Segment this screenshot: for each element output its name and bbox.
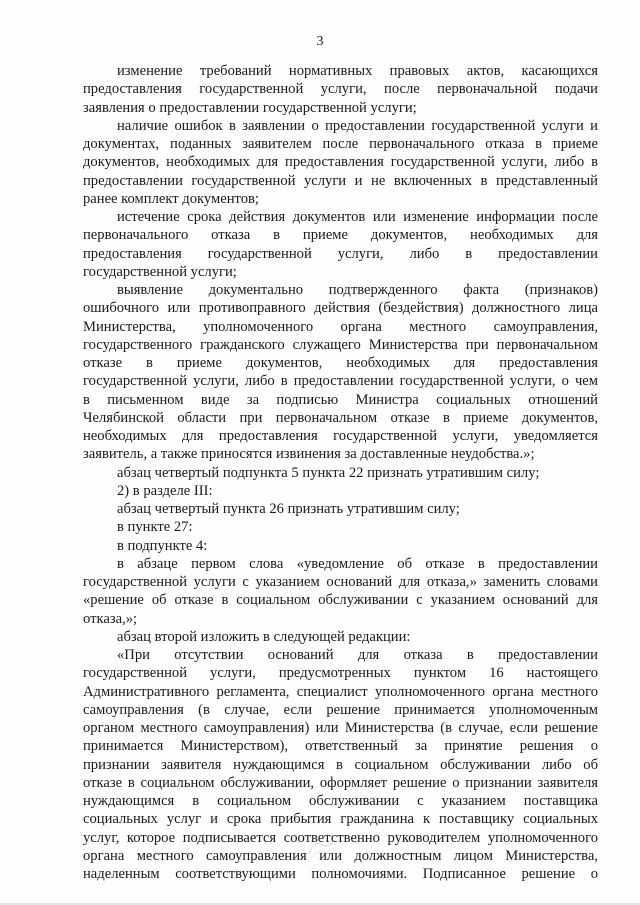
text-line: ошибочного или противоправного действия (бездействия) должностного лица [83,300,598,317]
text-line: предоставления государственной услуги, либо в предоставлении [83,245,598,262]
text-line: истечение срока действия документов или изменение информации после [117,209,598,225]
text-line: ранее комплект документов; [83,190,259,207]
text-line: заявитель, а также приносятся извинения за доставленные неудобства.»; [83,446,535,463]
text-line: отказа,»; [83,610,138,627]
text-line: наличие ошибок в заявлении о предоставлении государственной услуги и [117,117,598,134]
text-line: отказе в приеме документов, необходимых для предоставления [83,355,598,371]
text-line: абзац четвертый пункта 26 признать утратившим силу; [117,501,460,517]
text-line: государственной услуги с указанием оснований для отказа,» заменить словами [83,574,598,590]
text-line: в подпункте 4: [117,537,208,554]
text-line: абзац четвертый подпункта 5 пункта 22 признать утратившим силу; [117,464,540,481]
text-line: документах, поданных заявителем после первоначального отказа в приеме [83,136,598,152]
text-line: Административного регламента, специалист уполномоченного органа местного [83,683,598,700]
text-line: «решение об отказе в социальном обслуживании с указанием оснований для [83,592,598,609]
text-line: признании заявителя нуждающимся в социальном обслуживании либо об [83,756,598,773]
text-line: заявления о предоставлении государственной услуги; [83,99,417,116]
text-line: в пункте 27: [117,519,193,536]
text-line: в абзаце первом слова «уведомление об отказе в предоставлении [117,555,598,572]
text-line: Челябинской области при первоначальном отказе в приеме документов, [83,409,598,426]
text-line: органа местного самоуправления или должностным лицом Министерства, [83,847,598,864]
text-line: отказе в социальном обслуживании, оформляет решение о признании заявителя [83,774,598,791]
text-line: наделенным соответствующими полномочиями. Подписанное решение о [83,866,598,882]
text-line: абзац второй изложить в следующей редакции: [117,628,411,645]
text-line: государственной услуги, предусмотренных пунктом 16 настоящего [83,665,598,682]
text-line: самоуправления (в случае, если решение принимается уполномоченным [83,701,598,718]
text-line: в письменном виде за подписью Министра социальных отношений [83,391,598,408]
faint-stamp-mark [306,834,336,860]
text-line: социальных услуг и срока прибытия гражданина к поставщику социальных [83,811,598,828]
text-line: первоначального отказа в приеме документов, необходимых для [83,227,598,244]
text-line: предоставления государственной услуги, после первоначальной подачи [83,81,598,98]
text-line: выявление документально подтвержденного факта (признаков) [117,282,598,298]
text-line: государственного гражданского служащего Министерства при первоначальном [83,336,598,353]
text-line: необходимых для предоставления государственной услуги, уведомляется [83,428,598,444]
text-line: государственной услуги; [83,263,237,280]
text-line: 2) в разделе III: [117,482,213,499]
page-number: 3 [316,34,324,49]
text-line: «При отсутствии оснований для отказа в предоставлении [117,647,598,663]
text-line: государственной услуги, либо в предоставлении государственной услуги, о чем [83,373,598,390]
text-line: изменение требований нормативных правовых актов, касающихся [117,63,598,79]
text-line: принимается Министерством), ответственный за принятие решения о [83,738,598,755]
text-line: нуждающимся в социальном обслуживании с указанием поставщика [83,793,598,809]
text-line: документов, необходимых для предоставления государственной услуги, либо в [83,154,598,171]
text-line: органом местного самоуправления) или Министерства (в случае, если решение [83,720,598,736]
document-body [83,62,598,883]
text-line: услуг, которое подписывается соответственно руководителем уполномоченного [83,829,598,846]
text-line: предоставлении государственной услуги и не включенных в представленный [83,172,598,189]
text-line: Министерства, уполномоченного органа местного самоуправления, [83,318,598,335]
